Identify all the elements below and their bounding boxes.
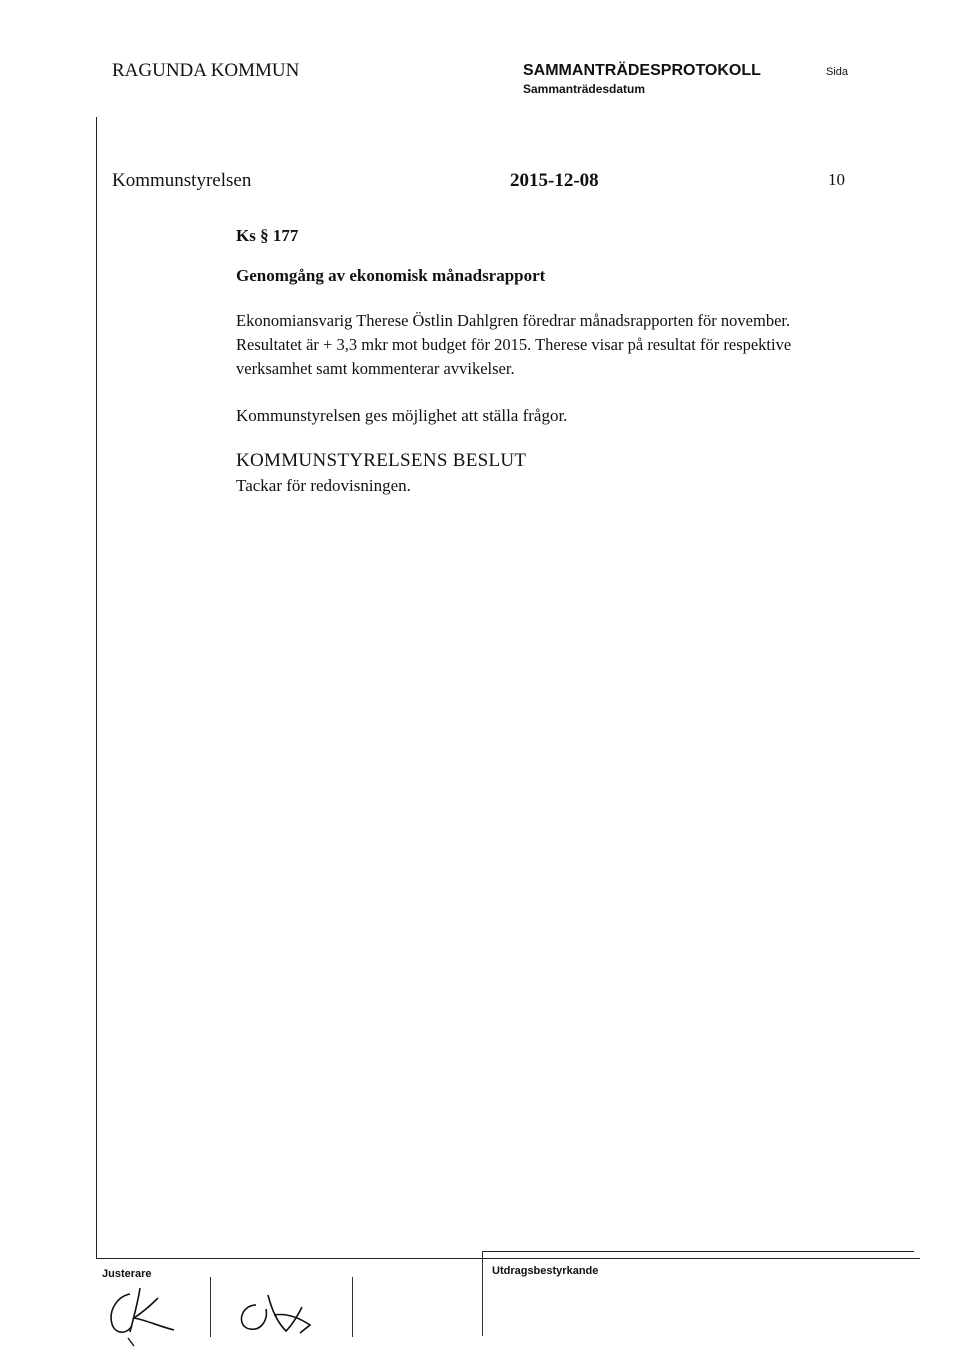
- decision-text: Tackar för redovisningen.: [236, 476, 411, 495]
- footer-separator: [482, 1251, 483, 1336]
- meeting-date: 2015-12-08: [510, 170, 599, 191]
- item-heading: Genomgång av ekonomisk månadsrapport: [236, 266, 546, 285]
- footer-rule: [96, 1258, 920, 1259]
- board-name: Kommunstyrelsen: [112, 170, 252, 191]
- item-body-text: Ekonomiansvarig Therese Östlin Dahlgren föredrar månadsrapporten för november. Resultatet är + 3,3 mkr mot budget för 2015. Therese visar på resultat för respektive verksamhet samt kommenterar avvikelser.: [236, 311, 792, 378]
- footer-separator: [352, 1277, 353, 1337]
- signature-initials-1: [100, 1280, 190, 1350]
- protocol-title: SAMMANTRÄDESPROTOKOLL: [523, 62, 761, 79]
- footer-separator: [210, 1277, 211, 1337]
- decision-heading: KOMMUNSTYRELSENS BESLUT: [236, 450, 527, 471]
- left-margin-rule: [96, 117, 97, 1258]
- page-label: Sida: [826, 66, 849, 78]
- utdragsbestyrkande-label: Utdragsbestyrkande: [492, 1265, 599, 1277]
- municipality-name: RAGUNDA KOMMUN: [112, 60, 300, 81]
- justerare-label: Justerare: [102, 1268, 152, 1280]
- signature-initials-2: [228, 1285, 328, 1345]
- question-line: Kommunstyrelsen ges möjlighet att ställa frågor.: [236, 406, 568, 425]
- page-number: 10: [828, 170, 845, 189]
- footer-rule-right: [482, 1251, 914, 1252]
- paragraph-number: Ks § 177: [236, 226, 299, 245]
- meeting-date-caption: Sammanträdesdatum: [523, 82, 646, 96]
